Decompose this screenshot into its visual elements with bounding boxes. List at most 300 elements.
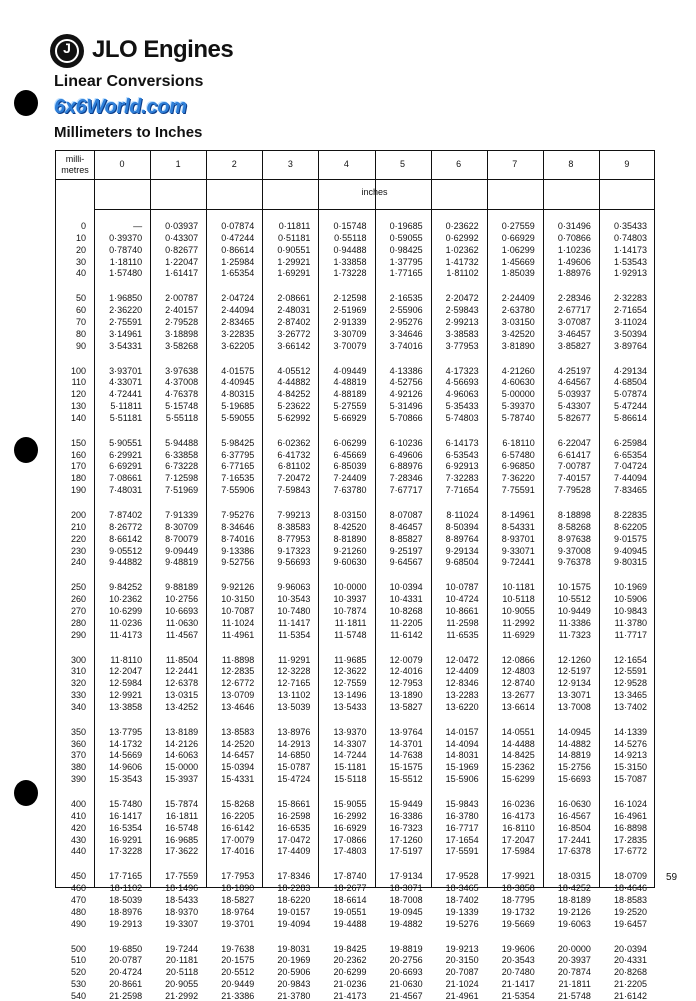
inch-value: 0·31496: [557, 221, 591, 231]
inch-value: 4·33071: [109, 377, 143, 388]
mm-value: 540: [70, 990, 86, 1001]
mm-value: 180: [70, 473, 86, 484]
inch-value: 19·6457: [613, 918, 647, 929]
inch-value: 9·88189: [165, 582, 199, 593]
inch-value: 3·11024: [614, 316, 647, 327]
inch-value: 7·12598: [165, 473, 199, 484]
inch-value: 4·88189: [333, 389, 367, 400]
inch-value: 18·6220: [277, 894, 311, 905]
inch-value: 11·6929: [502, 629, 535, 640]
inch-value: 8·70079: [165, 533, 199, 544]
inch-value: 14·6457: [221, 750, 255, 761]
inch-value: 17·7559: [165, 871, 199, 882]
mm-value: 470: [70, 894, 86, 905]
column-header: 5: [400, 159, 406, 169]
inch-value: 2·55906: [389, 305, 423, 316]
inch-value: 14·8031: [445, 750, 479, 761]
inch-value: 17·0079: [221, 834, 255, 845]
inch-value: 8·07087: [389, 510, 423, 520]
inch-value: 11·9685: [334, 654, 367, 665]
inch-value: 1·06299: [501, 244, 535, 255]
inch-value: 15·3937: [165, 774, 199, 785]
inch-value: 12·2047: [109, 666, 143, 677]
inch-value: 19·9213: [445, 943, 479, 954]
inch-value: 4·05512: [277, 365, 311, 376]
inch-value: 19·4094: [277, 918, 311, 929]
inch-value: 13·6614: [501, 701, 535, 712]
inch-value: 10·5512: [557, 594, 591, 605]
inch-value: 3·50394: [613, 328, 647, 339]
inch-value: 13·9764: [389, 726, 423, 737]
mm-value: 530: [70, 979, 86, 990]
inch-value: 4·72441: [109, 389, 143, 400]
inch-value: 11·9291: [278, 654, 311, 665]
inch-value: 0·66929: [501, 232, 535, 243]
inch-value: 12·8740: [501, 678, 535, 689]
inch-value: 20·0000: [557, 943, 591, 954]
inch-value: 21·4567: [389, 990, 423, 1001]
inch-value: 3·85827: [557, 340, 591, 351]
mm-value: 210: [70, 521, 86, 532]
inch-value: 8·93701: [501, 533, 535, 544]
inch-value: 5·35433: [445, 401, 479, 412]
inch-value: 0·47244: [221, 232, 255, 243]
inch-value: 16·5354: [109, 822, 143, 833]
inch-value: 6·02362: [277, 437, 311, 448]
mm-value: 190: [70, 485, 86, 496]
inch-value: 2·51969: [333, 305, 367, 316]
units-label: inches: [361, 187, 388, 197]
column-header: 6: [456, 159, 462, 169]
inch-value: 5·31496: [389, 401, 423, 412]
inch-value: 6·18110: [502, 437, 535, 448]
inch-value: 14·9213: [613, 750, 647, 761]
inch-value: 20·5118: [165, 967, 199, 978]
inch-value: 8·89764: [445, 533, 479, 544]
inch-value: 18·0315: [557, 871, 591, 882]
inch-value: 2·36220: [109, 305, 143, 316]
inch-value: 8·38583: [277, 521, 311, 532]
inch-value: 16·4961: [613, 810, 647, 821]
mm-value: 80: [75, 328, 86, 339]
inch-value: 11·6142: [390, 629, 423, 640]
inch-value: 12·3622: [333, 666, 367, 677]
inch-value: 12·8346: [445, 678, 479, 689]
inch-value: 16·6142: [221, 822, 255, 833]
inch-value: 17·7953: [221, 871, 255, 882]
inch-value: 21·0236: [333, 979, 367, 990]
column-header-row: [56, 151, 654, 180]
inch-value: 6·29921: [109, 449, 143, 460]
mm-value: 100: [70, 365, 86, 376]
inch-value: 7·40157: [557, 473, 591, 484]
inch-value: 5·00000: [501, 389, 535, 400]
inch-value: 14·5276: [613, 738, 647, 749]
inch-value: 7·55906: [221, 485, 255, 496]
inch-value: 9·40945: [613, 545, 647, 556]
inch-value: 9·29134: [445, 545, 479, 556]
inch-value: 5·39370: [501, 401, 535, 412]
inch-value: 19·6063: [557, 918, 591, 929]
inch-value: 14·3307: [333, 738, 367, 749]
inch-value: 12·7953: [389, 678, 423, 689]
inch-value: 0·94488: [333, 244, 367, 255]
inch-value: 1·92913: [613, 268, 647, 279]
inch-value: 19·5669: [501, 918, 535, 929]
inch-value: 20·2362: [333, 955, 367, 966]
inch-value: 1·33858: [333, 256, 367, 267]
inch-value: 7·48031: [109, 485, 143, 496]
inch-value: 2·44094: [221, 305, 255, 316]
mm-value: 40: [75, 268, 86, 279]
inch-value: 13·1890: [389, 690, 423, 701]
inch-value: 14·2913: [277, 738, 311, 749]
inch-value: 0·55118: [334, 232, 367, 243]
inch-value: 7·08661: [109, 473, 143, 484]
inch-value: 16·0236: [501, 799, 535, 809]
inch-value: 7·36220: [501, 473, 535, 484]
inch-value: 14·8425: [501, 750, 535, 761]
mm-value: 170: [70, 461, 86, 472]
inch-value: 5·27559: [333, 401, 367, 412]
inch-value: 1·57480: [109, 268, 143, 279]
inch-value: 9·84252: [109, 582, 143, 593]
inch-value: 4·40945: [221, 377, 255, 388]
mm-value: 90: [75, 340, 86, 351]
inch-value: 20·3150: [445, 955, 479, 966]
inch-value: 4·84252: [277, 389, 311, 400]
inch-value: 4·48819: [333, 377, 367, 388]
inch-value: 13·7402: [613, 701, 647, 712]
inch-value: 19·4882: [389, 918, 423, 929]
inch-value: 15·0787: [277, 762, 311, 773]
inch-value: 20·3543: [501, 955, 535, 966]
inch-value: 19·2913: [109, 918, 143, 929]
column-header: 4: [343, 159, 349, 169]
inch-value: 20·6693: [389, 967, 423, 978]
inch-value: 10·8661: [445, 605, 479, 616]
inch-value: 16·1811: [165, 810, 199, 821]
inch-value: 2·63780: [501, 305, 535, 316]
mm-header-line-2: metres: [61, 165, 89, 175]
inch-value: 9·64567: [389, 557, 423, 568]
inch-value: 1·45669: [501, 256, 535, 267]
inch-value: 15·5512: [389, 774, 423, 785]
inch-value: 5·86614: [613, 412, 647, 423]
inch-value: 11·2992: [502, 617, 535, 628]
inch-value: 8·77953: [277, 533, 311, 544]
inch-value: 6·14173: [445, 437, 479, 448]
inch-value: 1·22047: [165, 256, 199, 267]
inch-value: 7·16535: [221, 473, 255, 484]
inch-value: 2·04724: [221, 293, 255, 304]
inch-value: 17·2835: [613, 834, 647, 845]
inch-value: 2·28346: [557, 293, 591, 304]
inch-value: 4·68504: [613, 377, 647, 388]
column-header: 3: [287, 159, 293, 169]
inch-value: 15·7087: [613, 774, 647, 785]
inch-value: 21·4961: [445, 990, 479, 1001]
inch-value: 1·61417: [165, 268, 199, 279]
mm-value: 460: [70, 883, 86, 894]
inch-value: 20·7874: [557, 967, 591, 978]
inch-value: 0·82677: [165, 244, 199, 255]
inch-value: 8·62205: [613, 521, 647, 532]
inch-value: 10·2362: [109, 594, 143, 605]
inch-value: 18·4252: [557, 883, 591, 894]
inch-value: 14·4094: [445, 738, 479, 749]
inch-value: 13·4646: [221, 701, 255, 712]
inch-value: 14·7638: [389, 750, 423, 761]
inch-value: 20·2756: [389, 955, 423, 966]
inch-value: 10·3543: [277, 594, 311, 605]
inch-value: 6·81102: [278, 461, 311, 472]
inch-value: 17·4803: [333, 846, 367, 857]
inch-value: 13·6220: [445, 701, 479, 712]
inch-value: 20·9449: [221, 979, 255, 990]
mm-value: 510: [70, 955, 86, 966]
inch-value: 7·99213: [277, 510, 311, 520]
inch-value: 17·0472: [277, 834, 311, 845]
inch-value: 12·1654: [613, 654, 647, 665]
inch-value: 13·8189: [165, 726, 199, 737]
inch-value: 1·29921: [277, 256, 311, 267]
inch-value: 18·8189: [557, 894, 591, 905]
inch-value: 1·02362: [445, 244, 479, 255]
inch-value: 15·9055: [333, 799, 367, 809]
inch-value: 13·0315: [165, 690, 199, 701]
mm-value: 0: [80, 221, 86, 231]
inch-value: 16·8898: [613, 822, 647, 833]
inch-value: 4·64567: [557, 377, 591, 388]
inch-value: 13·2283: [445, 690, 479, 701]
inch-value: 16·4567: [557, 810, 591, 821]
inch-value: 8·97638: [557, 533, 591, 544]
inch-value: 13·1496: [333, 690, 367, 701]
inch-value: 18·9370: [165, 906, 199, 917]
inch-value: 19·2520: [613, 906, 647, 917]
inch-value: 15·1181: [334, 762, 367, 773]
inch-value: 14·0945: [557, 726, 591, 737]
inch-value: 18·4646: [613, 883, 647, 894]
inch-value: 2·95276: [389, 316, 423, 327]
inch-value: 12·4016: [389, 666, 423, 677]
section-title: Millimeters to Inches: [54, 124, 203, 141]
inch-value: 16·3386: [389, 810, 423, 821]
mm-value: 240: [70, 557, 86, 568]
inch-value: 13·8583: [221, 726, 255, 737]
inch-value: 0·70866: [557, 232, 591, 243]
inch-value: 12·7559: [333, 678, 367, 689]
inch-value: 7·91339: [165, 510, 199, 520]
inch-value: 4·52756: [389, 377, 423, 388]
mm-value: 130: [70, 401, 86, 412]
inch-value: 20·1969: [277, 955, 311, 966]
inch-value: 11·5354: [278, 629, 311, 640]
inch-value: 10·3150: [221, 594, 255, 605]
inch-value: 2·87402: [277, 316, 311, 327]
inch-value: 8·34646: [221, 521, 255, 532]
inch-value: 4·37008: [165, 377, 199, 388]
inch-value: 6·53543: [445, 449, 479, 460]
inch-value: 0·86614: [221, 244, 255, 255]
inch-value: 17·0866: [333, 834, 367, 845]
inch-value: 13·4252: [165, 701, 199, 712]
inch-value: 19·4488: [333, 918, 367, 929]
inch-value: 18·5039: [109, 894, 143, 905]
inch-value: 5·15748: [165, 401, 199, 412]
inch-value: 4·13386: [389, 365, 423, 376]
inch-value: 13·3858: [109, 701, 143, 712]
inch-value: 13·5433: [333, 701, 367, 712]
inch-value: 2·20472: [445, 293, 479, 304]
inch-value: 2·12598: [333, 293, 367, 304]
inch-value: 10·1969: [613, 582, 647, 593]
inch-value: 5·51181: [109, 412, 143, 423]
inch-value: 14·0157: [445, 726, 479, 737]
inch-value: 2·24409: [501, 293, 535, 304]
inch-value: 11·8110: [110, 654, 143, 665]
inch-value: 3·34646: [389, 328, 423, 339]
inch-value: 10·4724: [445, 594, 479, 605]
inch-value: 8·54331: [501, 521, 535, 532]
inch-value: 0·43307: [165, 232, 199, 243]
inch-value: 1·96850: [109, 293, 143, 304]
inch-value: 11·7717: [614, 629, 647, 640]
inch-value: 8·18898: [557, 510, 591, 520]
inch-value: 11·2205: [390, 617, 423, 628]
mm-value: 60: [75, 305, 86, 316]
inch-value: 11·4567: [165, 629, 199, 640]
inch-value: 6·61417: [557, 449, 591, 460]
inch-value: 0·90551: [277, 244, 311, 255]
inch-value: 4·92126: [389, 389, 423, 400]
inch-value: 21·2992: [165, 990, 199, 1001]
inch-value: 21·4173: [333, 990, 367, 1001]
inch-value: 3·46457: [557, 328, 591, 339]
inch-value: 3·30709: [333, 328, 367, 339]
inch-value: 15·8661: [277, 799, 311, 809]
inch-value: 14·4488: [501, 738, 535, 749]
inch-value: 7·87402: [109, 510, 143, 520]
inch-value: 1·69291: [277, 268, 311, 279]
inch-value: 17·1654: [445, 834, 479, 845]
inch-value: 17·7165: [109, 871, 143, 882]
inch-value: 9·52756: [221, 557, 255, 568]
inch-value: 6·88976: [389, 461, 423, 472]
mm-value: 420: [70, 822, 86, 833]
inch-value: 6·37795: [221, 449, 255, 460]
inch-value: 0·62992: [445, 232, 479, 243]
inch-value: 18·3071: [389, 883, 423, 894]
inch-value: 20·3937: [557, 955, 591, 966]
inch-value: 3·22835: [221, 328, 255, 339]
inch-value: 20·4331: [613, 955, 647, 966]
inch-value: 16·4173: [501, 810, 535, 821]
mm-value: 110: [71, 377, 86, 388]
inch-value: 6·10236: [389, 437, 423, 448]
inch-value: 14·4882: [557, 738, 591, 749]
inch-value: 9·68504: [445, 557, 479, 568]
inch-value: 19·9606: [501, 943, 535, 954]
inch-value: 2·59843: [445, 305, 479, 316]
inch-value: 21·1417: [501, 979, 535, 990]
inch-value: 7·83465: [613, 485, 647, 496]
binder-hole: [14, 90, 38, 116]
inch-value: 10·0787: [445, 582, 479, 593]
inch-value: 5·70866: [389, 412, 423, 423]
inch-value: 17·5984: [501, 846, 535, 857]
inch-value: 0·03937: [165, 221, 199, 231]
inch-value: 6·22047: [557, 437, 591, 448]
inch-value: 17·9528: [445, 871, 479, 882]
inch-value: 18·2677: [333, 883, 367, 894]
inch-value: 15·7480: [109, 799, 143, 809]
inch-value: 1·18110: [109, 256, 143, 267]
inch-value: 15·7874: [165, 799, 199, 809]
inch-value: 0·27559: [501, 221, 535, 231]
inch-value: 2·79528: [165, 316, 199, 327]
mm-value: 380: [70, 762, 86, 773]
inch-value: 12·5197: [557, 666, 591, 677]
inch-value: 16·2992: [333, 810, 367, 821]
mm-value: 250: [70, 582, 86, 593]
brand-name: JLO Engines: [92, 36, 234, 63]
inch-value: 8·26772: [109, 521, 143, 532]
inch-value: 8·11024: [446, 510, 479, 520]
inch-value: 1·37795: [389, 256, 423, 267]
inch-value: 4·56693: [445, 377, 479, 388]
inch-value: 13·3465: [613, 690, 647, 701]
inch-value: 6·06299: [333, 437, 367, 448]
inch-value: 3·03150: [501, 316, 535, 327]
inch-value: 16·1417: [109, 810, 143, 821]
inch-value: 1·85039: [501, 268, 535, 279]
column-header: 0: [119, 159, 125, 169]
inch-value: 10·3937: [333, 594, 367, 605]
inch-value: 19·1732: [501, 906, 535, 917]
inch-value: 2·71654: [613, 305, 647, 316]
inch-value: 7·28346: [389, 473, 423, 484]
inch-value: 3·74016: [389, 340, 423, 351]
inch-value: 11·4961: [221, 629, 255, 640]
inch-value: 15·3543: [109, 774, 143, 785]
inch-value: 21·3780: [277, 990, 311, 1001]
watermark: 6x6World.com: [54, 96, 187, 118]
inch-value: 18·3465: [445, 883, 479, 894]
inch-value: 18·7402: [445, 894, 479, 905]
inch-value: 3·54331: [109, 340, 143, 351]
inch-value: 6·65354: [613, 449, 647, 460]
inch-value: 12·0079: [389, 654, 423, 665]
inch-value: 14·1732: [109, 738, 143, 749]
inch-value: 6·25984: [613, 437, 647, 448]
inch-value: 16·5748: [165, 822, 199, 833]
inch-value: 14·6850: [277, 750, 311, 761]
inch-value: 7·79528: [557, 485, 591, 496]
inch-value: 6·85039: [333, 461, 367, 472]
inch-value: 10·7087: [221, 605, 255, 616]
mm-value: 450: [70, 871, 86, 882]
inch-value: 16·6535: [277, 822, 311, 833]
inch-value: 17·5197: [389, 846, 423, 857]
inch-value: 11·8898: [221, 654, 255, 665]
inch-value: 15·5906: [445, 774, 479, 785]
inch-value: 1·73228: [333, 268, 367, 279]
mm-value: 490: [70, 918, 86, 929]
inch-value: 7·63780: [333, 485, 367, 496]
inch-value: 6·69291: [109, 461, 143, 472]
